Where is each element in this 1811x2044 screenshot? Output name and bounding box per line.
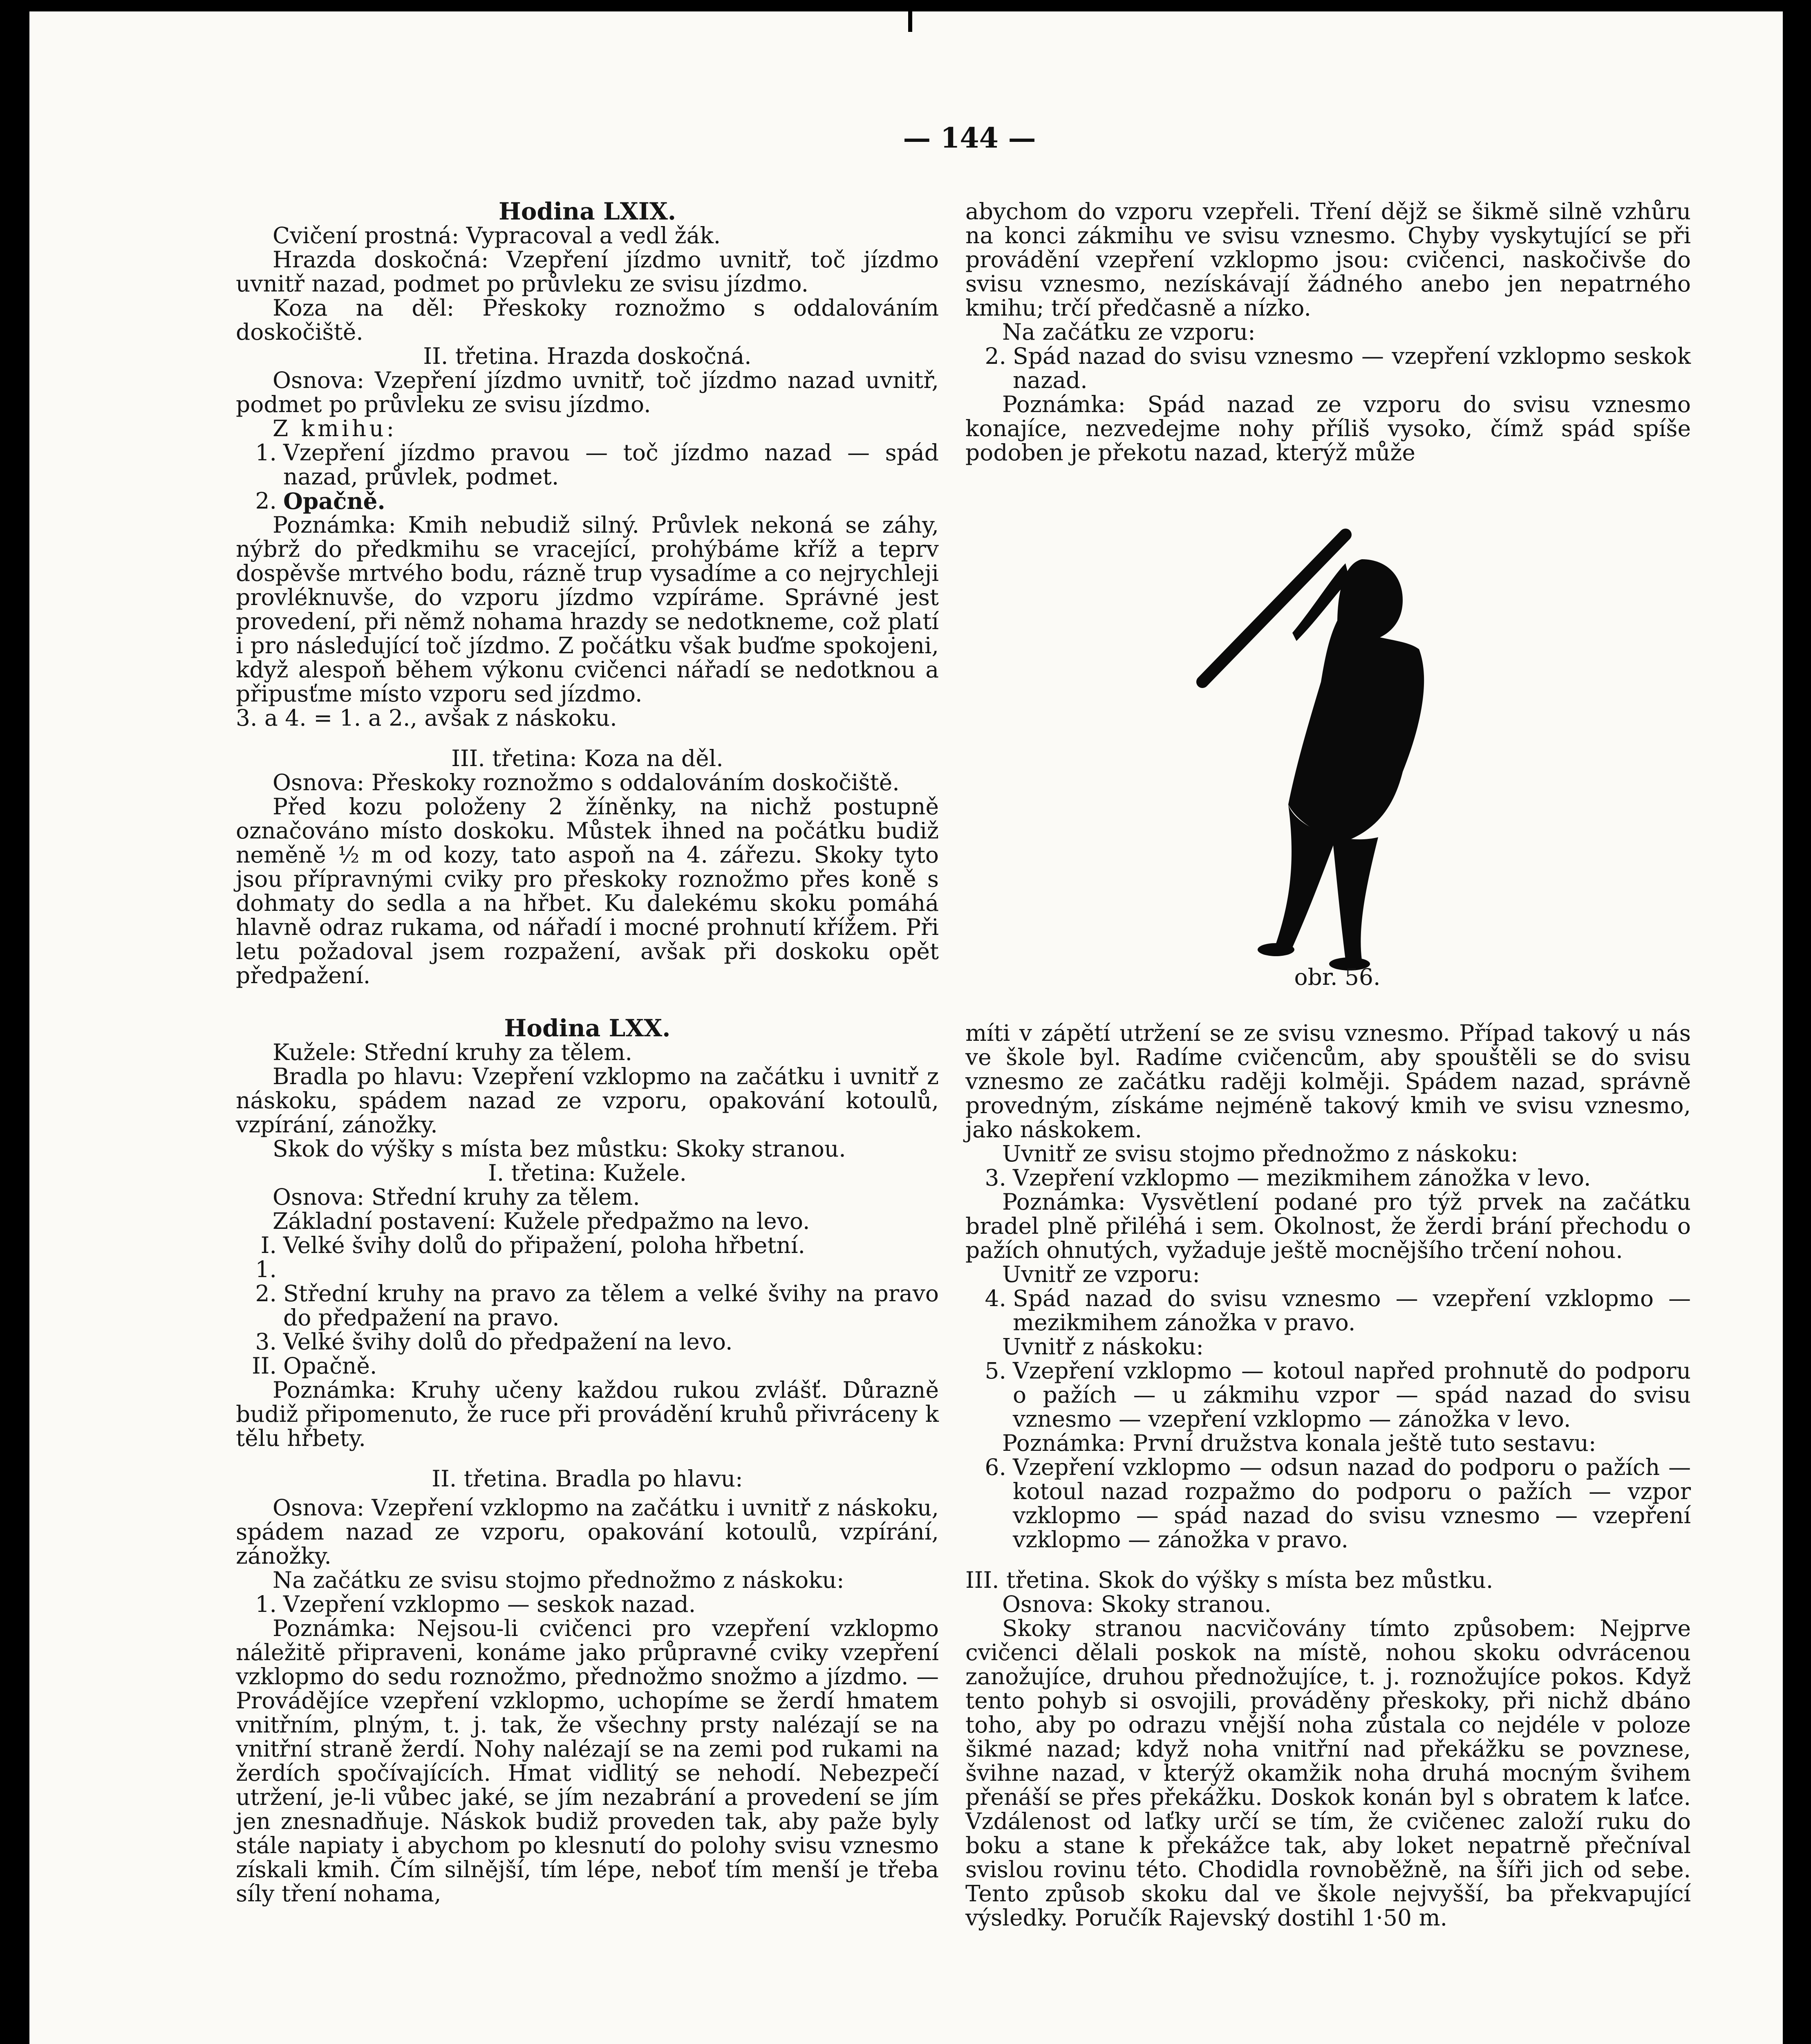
paragraph: Uvnitř z náskoku:: [1002, 1334, 1204, 1360]
paragraph: Uvnitř ze svisu stojmo přednožmo z náskoku:: [1002, 1141, 1518, 1167]
item-text: Spád nazad do svisu vznesmo — vzepření vzklopmo — mezikmihem zánožka v pravo.: [1013, 1285, 1691, 1336]
paragraph: Osnova: Skoky stranou.: [1002, 1591, 1272, 1617]
page-number: — 144 —: [903, 122, 1036, 155]
lesson-title: Hodina LXIX.: [498, 197, 676, 225]
section-heading: II. třetina. Hrazda doskočná.: [423, 343, 752, 369]
item-text: Vzepření jízdmo pravou — toč jízdmo nazad — spád nazad, průvlek, podmet.: [283, 439, 939, 490]
note: Poznámka: Kruhy učeny každou rukou zvlášť. Důrazně budiž připomenuto, že ruce při provádění kruhů přivráceny k tělu hřbety.: [236, 1377, 939, 1451]
paragraph: Koza na děl: Přeskoky roznožmo s oddalováním doskočiště.: [236, 295, 939, 345]
scan-edge-mark: [908, 11, 912, 32]
paragraph: Osnova: Střední kruhy za tělem.: [273, 1184, 640, 1210]
item-text: Opačně.: [283, 488, 385, 514]
item-number: 3.: [255, 1329, 277, 1355]
paragraph: Hrazda doskočná: Vzepření jízdmo uvnitř, toč jízdmo uvnitř nazad, podmet po průvleku ze svisu jízdmo.: [236, 247, 939, 297]
scanned-page: [29, 11, 1783, 2044]
item-text: Spád nazad do svisu vznesmo — vzepření vzklopmo seskok nazad.: [1013, 343, 1691, 393]
paragraph: Osnova: Vzepření jízdmo uvnitř, toč jízdmo nazad uvnitř, podmet po průvleku ze svisu jízdmo.: [236, 367, 939, 417]
paragraph: 3. a 4. = 1. a 2., avšak z náskoku.: [236, 705, 617, 731]
gymnast-silhouette-icon: [1174, 518, 1468, 980]
paragraph: míti v zápětí utržení se ze svisu vznesmo. Případ takový u nás ve škole byl. Radíme cvičencům, aby spouštěli se do svisu vznesmo ze začátku raději kolměji. Spádem nazad, správně provedným, získáme nejméně takový kmih ve svisu vznesmo, jako náskokem.: [965, 1020, 1691, 1143]
right-column-upper: [965, 199, 1691, 465]
list-item: [236, 1354, 939, 1378]
item-number: I. 1.: [255, 1232, 277, 1282]
item-text: Vzepření vzklopmo — mezikmihem zánožka v levo.: [1013, 1165, 1591, 1191]
section-heading: I. třetina: Kužele.: [488, 1160, 687, 1186]
item-number: 2.: [255, 1280, 277, 1307]
list-item: [965, 1455, 1691, 1552]
paragraph: Cvičení prostná: Vypracoval a vedl žák.: [273, 222, 721, 249]
figure-caption: obr. 56.: [1294, 964, 1381, 990]
section-heading: II. třetina. Bradla po hlavu:: [432, 1466, 743, 1492]
paragraph: Základní postavení: Kužele předpažmo na levo.: [273, 1208, 810, 1234]
paragraph: abychom do vzporu vzepřeli. Tření dějž se šikmě silně vzhůru na konci zákmihu ve svisu vznesmo. Chyby vyskytující se při provádění vzepření vzklopmo jsou: cvičenci, naskočivše do svisu vznesmo, nezískávají žádného anebo jen nepatrného kmihu; trčí předčasně a nízko.: [965, 198, 1691, 321]
list-item: [965, 1359, 1691, 1431]
paragraph: Skok do výšky s místa bez můstku: Skoky stranou.: [273, 1136, 846, 1162]
list-item: [965, 1286, 1691, 1335]
list-item: [236, 1330, 939, 1354]
item-text: Střední kruhy na pravo za tělem a velké švihy na pravo do předpažení na pravo.: [283, 1280, 939, 1331]
paragraph: Osnova: Vzepření vzklopmo na začátku i uvnitř z náskoku, spádem nazad ze vzporu, opakování kotoulů, vzpírání, zánožky.: [236, 1495, 939, 1569]
section-heading: III. třetina. Skok do výšky s místa bez můstku.: [965, 1567, 1493, 1593]
paragraph: Z kmihu:: [273, 415, 397, 442]
paragraph: Kužele: Střední kruhy za tělem.: [273, 1039, 632, 1065]
item-number: 5.: [985, 1358, 1006, 1384]
paragraph: Skoky stranou nacvičovány tímto způsobem: Nejprve cvičenci dělali poskok na místě, nohou skoku odvrácenou zanožujíce, druhou přednožujíce, t. j. roznožujíce pokos. Když tento pohyb si osvojili, prováděny přeskoky, při nichž dbáno toho, aby po odrazu vnější noha zůstala co nejdéle v poloze šikmé nazad; když noha vnitřní nad překážku se povznese, švihne nazad, v kterýž okamžik noha druhá mocným švihem přenáší se přes překážku. Doskok konán byl s obratem k laťce. Vzdálenost od laťky určí se tím, že cvičenec založí ruku do boku a stane k překážce tak, aby loket nepatrně přečníval svislou rovinu této. Chodidla rovnoběžně, na šíři jich od sebe. Tento způsob skoku dal ve škole nejvyšší, ba překvapující výsledky. Poručík Rajevský dostihl 1·50 m.: [965, 1615, 1691, 1931]
item-number: 2.: [255, 488, 277, 514]
list-item: [965, 1166, 1691, 1190]
note: Poznámka: Nejsou-li cvičenci pro vzepření vzklopmo náležitě připraveni, konáme jako průpravné cviky vzepření vzklopmo do sedu roznožmo, přednožmo snožmo a jízdmo. — Provádějíce vzepření vzklopmo, uchopíme se žerdí hmatem vnitřním, plným, t. j. tak, že všechny prsty nalézají se na vnitřní straně žerdí. Nohy nalézají se na zemi pod rukami na žerdích spočívajících. Hmat vidlitý se nehodí. Nebezpečí utržení, je-li vůbec jaké, se jím nezabrání a provedení se jím jen znesnadňuje. Náskok budiž proveden tak, aby paže byly stále napiaty i abychom po klesnutí do polohy svisu vznesmo získali kmih. Čím silnější, tím lépe, neboť tím menší je třeba síly tření nohama,: [236, 1615, 939, 1907]
item-number: II.: [252, 1353, 277, 1379]
left-column: [236, 199, 939, 1906]
paragraph: Před kozu položeny 2 žíněnky, na nichž postupně označováno místo doskoku. Můstek ihned na počátku budiž neměně ½ m od kozy, tato aspoň na 4. zářezu. Skoky tyto jsou přípravnými cviky pro přeskoky roznožmo přes koně s dohmaty do sedla a na hřbet. Ku dalekému skoku pomáhá hlavně odraz rukama, od nářadí i mocné prohnutí křížem. Při letu požadoval jsem rozpažení, avšak při doskoku opět předpažení.: [236, 793, 939, 988]
item-number: 3.: [985, 1165, 1006, 1191]
item-number: 1.: [255, 439, 277, 466]
paragraph: Osnova: Přeskoky roznožmo s oddalováním doskočiště.: [273, 769, 900, 796]
list-item: [965, 344, 1691, 392]
item-text: Vzepření vzklopmo — odsun nazad do podporu o pažích — kotoul nazad rozpažmo do podporu o pažích — vzpor vzklopmo — spád nazad do svisu vznesmo — vzepření vzklopmo — zánožka v pravo.: [1013, 1454, 1691, 1553]
note: Poznámka: Spád nazad ze vzporu do svisu vznesmo konajíce, nezvedejme nohy příliš vysoko, čímž spád spíše podoben je překotu nazad, kterýž může: [965, 391, 1691, 466]
item-number: 2.: [985, 343, 1006, 369]
list-item: [236, 1592, 939, 1616]
item-text: Velké švihy dolů do připažení, poloha hřbetní.: [283, 1232, 806, 1258]
lesson-title: Hodina LXX.: [504, 1014, 671, 1042]
section-heading: III. třetina: Koza na děl.: [451, 745, 723, 771]
item-number: 4.: [985, 1285, 1006, 1311]
list-item: [236, 1233, 939, 1282]
paragraph: Na začátku ze svisu stojmo přednožmo z náskoku:: [273, 1567, 844, 1593]
item-text: Velké švihy dolů do předpažení na levo.: [283, 1329, 733, 1355]
item-number: 6.: [985, 1454, 1006, 1480]
list-item: [236, 441, 939, 489]
item-text: Vzepření vzklopmo — kotoul napřed prohnutě do podporu o pažích — u zákmihu vzpor — spád nazad do svisu vznesmo — vzepření vzklopmo — zánožka v levo.: [1013, 1358, 1691, 1432]
paragraph: Na začátku ze vzporu:: [1002, 319, 1256, 345]
item-number: 1.: [255, 1591, 277, 1617]
figure-gymnast-silhouette: [1174, 518, 1468, 980]
paragraph: Bradla po hlavu: Vzepření vzklopmo na začátku i uvnitř z náskoku, spádem nazad ze vzporu, opakování kotoulů, vzpírání, zánožky.: [236, 1063, 939, 1138]
note: Poznámka: Kmih nebudiž silný. Průvlek nekoná se záhy, nýbrž do předkmihu se vracející, prohýbáme kříž a teprv dospěvše mrtvého bodu, rázně trup vysadíme a co nejrychleji provléknuvše, do vzporu jízdmo vzpíráme. Správné jest provedení, při němž nohama hrazdy se nedotkneme, což platí i pro následující toč jízdmo. Z počátku však buďme spokojeni, když alespoň během výkonu cvičenci nářadí se nedotknou a připusťme místo vzporu sed jízdmo.: [236, 512, 939, 707]
right-column-lower: [965, 1021, 1691, 1930]
item-text: Vzepření vzklopmo — seskok nazad.: [283, 1591, 696, 1617]
note: Poznámka: Vysvětlení podané pro týž prvek na začátku bradel plně přiléhá i sem. Okolnost, že žerdi brání přechodu o pažích ohnutých, vyžaduje ještě mocnějšího trčení nohou.: [965, 1189, 1691, 1263]
note: Poznámka: První družstva konala ještě tuto sestavu:: [1002, 1430, 1596, 1456]
list-item: [236, 1282, 939, 1330]
list-item: [236, 489, 939, 513]
item-text: Opačně.: [283, 1353, 377, 1379]
paragraph: Uvnitř ze vzporu:: [1002, 1261, 1200, 1287]
